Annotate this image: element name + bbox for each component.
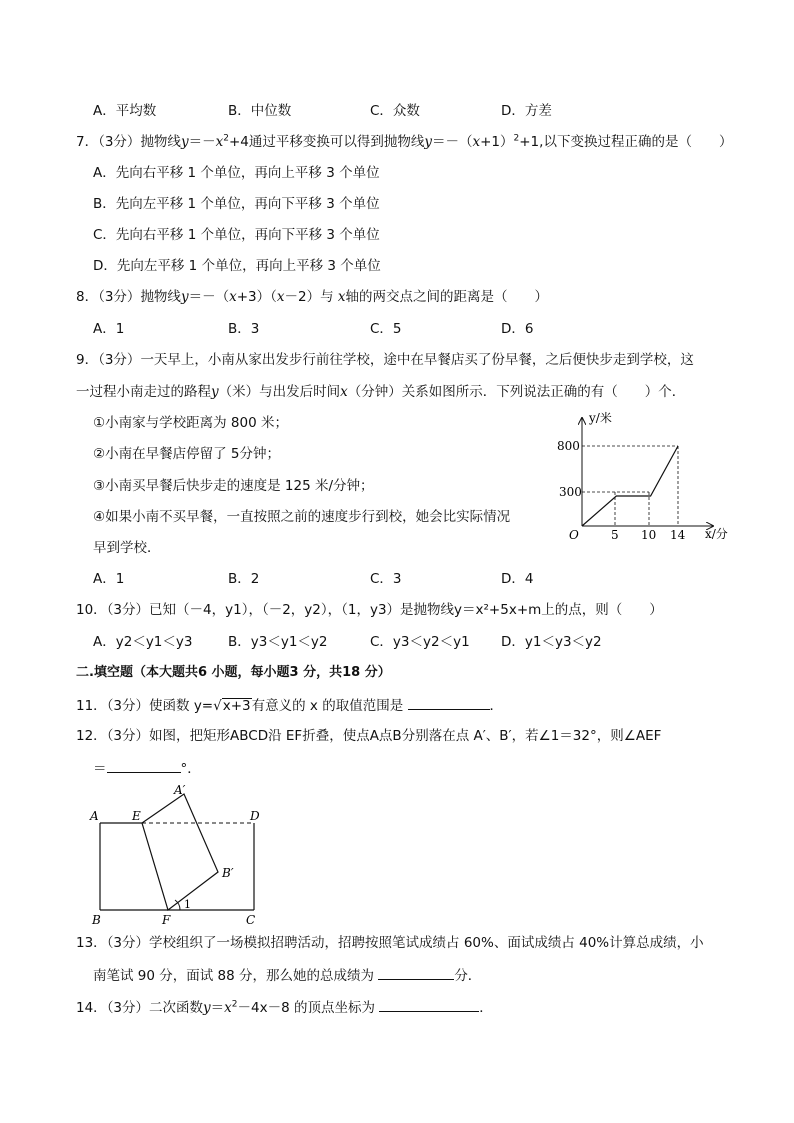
q6-option-a: A．平均数: [93, 103, 157, 119]
q9-statement-3: ③小南买早餐后快步走的速度是 125 米/分钟；: [93, 478, 374, 494]
q10-option-c: C．y3＜y2＜y1: [370, 634, 470, 650]
q7-option-a: A．先向右平移 1 个单位，再向上平移 3 个单位: [93, 165, 380, 181]
q13-answer-blank[interactable]: [378, 965, 454, 980]
q9-option-a: A．1: [93, 571, 125, 587]
graph-y-label: y/米: [589, 411, 612, 425]
fig-label-c: C: [246, 913, 256, 927]
q10-stem: 10．（3分）已知（－4，y1），（－2，y2），（1，y3）是抛物线y＝x²+5x+m上的点，则（ ）: [76, 602, 663, 618]
q9-option-b: B．2: [228, 571, 260, 587]
q7-stem: 7．（3分）抛物线$y=-x^2+4$通过平移变换可以得到抛物线$y=-(x+1)^2+1$,以下变换过程正确的是（ ）: [76, 133, 733, 150]
q11-stem: 11．（3分）使函数 y=√x+3有意义的 x 的取值范围是 ．: [76, 695, 503, 715]
graph-x-tick-5: 5: [611, 528, 619, 542]
fig-label-a: A: [90, 809, 99, 823]
q14-stem: 14．（3分）二次函数$y=x^2-4x-8$ 的顶点坐标为 ．: [76, 997, 493, 1017]
fig-label-e: E: [132, 809, 141, 823]
q8-option-d: D．6: [501, 321, 534, 337]
q8-option-b: B．3: [228, 321, 260, 337]
q9-statement-4: ④如果小南不买早餐，一直按照之前的速度步行到校，她会比实际情况: [93, 509, 511, 525]
q9-statement-1: ①小南家与学校距离为 800 米；: [93, 415, 288, 431]
q12-stem-line2: ＝ °．: [93, 758, 201, 778]
q7-option-b: B．先向左平移 1 个单位，再向下平移 3 个单位: [93, 196, 380, 212]
q13-stem-line2: 南笔试 90 分，面试 88 分，那么她的总成绩为 分．: [93, 965, 481, 985]
q8-option-c: C．5: [370, 321, 402, 337]
graph-origin: O: [569, 528, 579, 542]
q9-option-d: D．4: [501, 571, 534, 587]
q7-option-d: D．先向左平移 1 个单位，再向上平移 3 个单位: [93, 258, 381, 274]
q9-stem-line1: 9．（3分）一天早上，小南从家出发步行前往学校，途中在早餐店买了份早餐，之后便快步走到学校，这: [76, 352, 694, 368]
graph-y-tick-800: 800: [557, 439, 580, 453]
section2-title: 二.填空题（本大题共6 小题，每小题3 分，共18 分）: [76, 665, 391, 680]
q13-stem-line1: 13．（3分）学校组织了一场模拟招聘活动，招聘按照笔试成绩占 60%、面试成绩占 40%计算总成绩，小: [76, 935, 704, 951]
q11-answer-blank[interactable]: [408, 695, 490, 710]
fig-label-b: B: [92, 913, 101, 927]
q10-option-a: A．y2＜y1＜y3: [93, 634, 193, 650]
fig-folded-quad: [142, 794, 218, 910]
q12-stem-line1: 12．（3分）如图，把矩形ABCD沿 EF折叠，使点A点B分别落在点 A′、B′，若∠1＝32°，则∠AEF: [76, 728, 662, 744]
q6-option-b: B．中位数: [228, 103, 292, 119]
q6-option-c: C．众数: [370, 103, 420, 119]
q9-statement-2: ②小南在早餐店停留了 5分钟；: [93, 446, 280, 462]
q6-option-d: D．方差: [501, 103, 552, 119]
graph-path: [582, 446, 678, 526]
graph-y-tick-300: 300: [559, 485, 582, 499]
q9-stem-line2: 一过程小南走过的路程y（米）与出发后时间x（分钟）关系如图所示．下列说法正确的有（ ）个．: [76, 384, 686, 400]
q7-option-c: C．先向右平移 1 个单位，再向下平移 3 个单位: [93, 227, 380, 243]
fig-label-angle-1: 1: [184, 898, 191, 911]
q9-option-c: C．3: [370, 571, 402, 587]
graph-x-tick-10: 10: [641, 528, 657, 542]
q9-distance-time-graph: [555, 406, 745, 546]
fig-label-f: F: [162, 913, 171, 927]
q12-answer-blank[interactable]: [107, 758, 181, 773]
q12-fold-figure: [88, 778, 268, 928]
graph-x-label: x/分: [705, 527, 728, 541]
q8-stem: 8．（3分）抛物线y＝－（x+3）（x－2）与 x轴的两交点之间的距离是（ ）: [76, 289, 548, 305]
graph-x-tick-14: 14: [670, 528, 686, 542]
q10-option-d: D．y1＜y3＜y2: [501, 634, 602, 650]
q14-answer-blank[interactable]: [379, 997, 479, 1012]
q10-option-b: B．y3＜y1＜y2: [228, 634, 328, 650]
q8-option-a: A．1: [93, 321, 125, 337]
fig-label-d: D: [250, 809, 260, 823]
q9-statement-4-cont: 早到学校．: [93, 540, 161, 556]
fig-label-b-prime: B′: [222, 866, 234, 880]
fig-label-a-prime: A′: [174, 783, 186, 797]
